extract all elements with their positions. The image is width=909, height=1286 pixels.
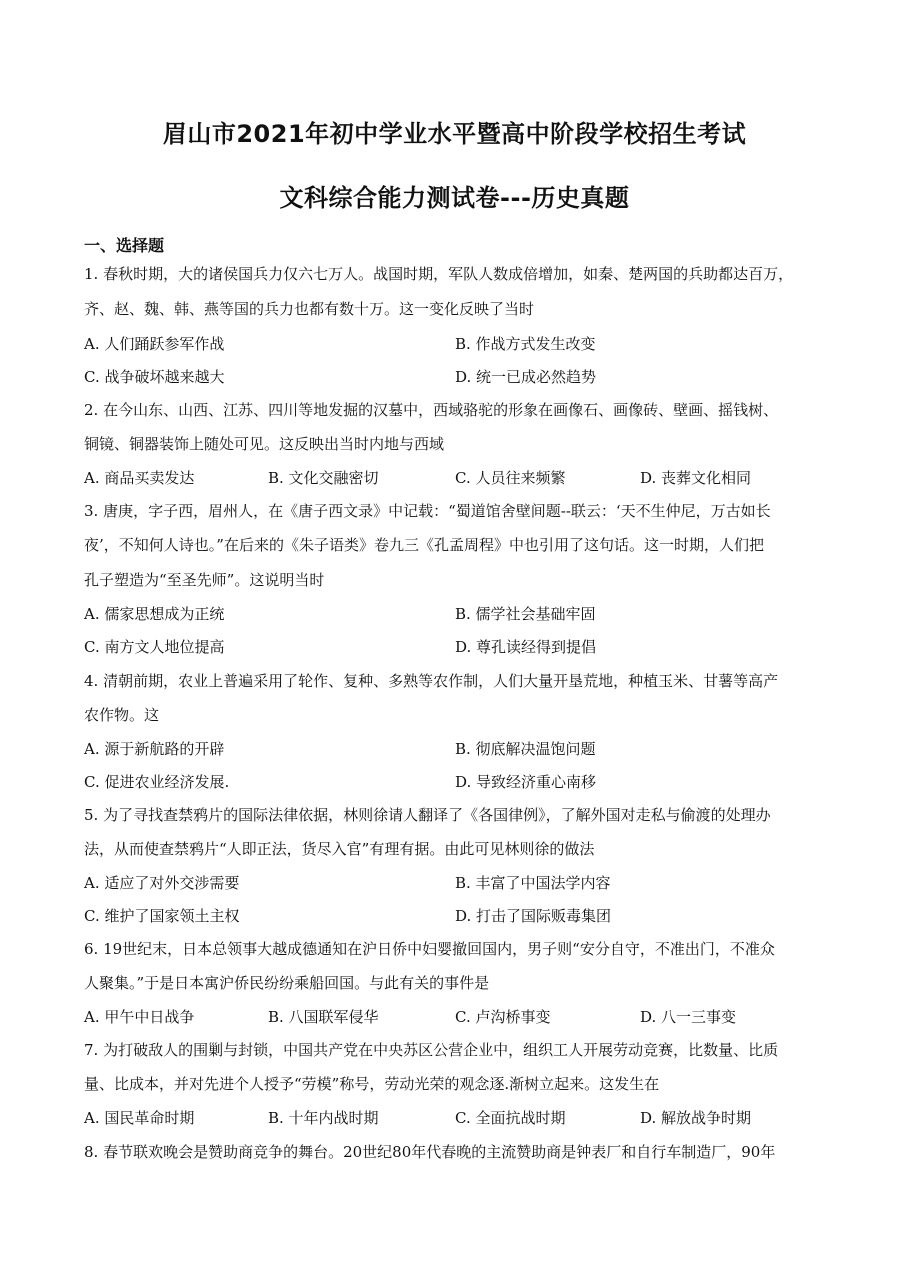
question-5-line-2: 法，从而使查禁鸦片“人即正法，货尽入官”有理有据。由此可见林则徐的做法 — [84, 840, 595, 858]
question-2-option-b: B. 文化交融密切 — [268, 469, 379, 487]
question-5-option-d: D. 打击了国际贩毒集团 — [455, 907, 612, 925]
question-7-line-1: 7. 为打破敌人的围剿与封锁，中国共产党在中央苏区公营企业中，组织工人开展劳动竞赛，比数量、比质 — [84, 1041, 779, 1059]
question-5-line-1: 5. 为了寻找查禁鸦片的国际法律依据，林则徐请人翻译了《各国律例》，了解外国对走私与偷渡的处理办 — [84, 806, 771, 824]
question-5-option-c: C. 维护了国家领土主权 — [84, 907, 240, 925]
question-1-option-c: C. 战争破坏越来越大 — [84, 368, 225, 386]
question-7-line-2: 量、比成本，并对先进个人授予“劳模”称号，劳动光荣的观念逐.渐树立起来。这发生在 — [84, 1075, 660, 1093]
question-8-line-1: 8. 春节联欢晚会是赞助商竞争的舞台。20世纪80年代春晚的主流赞助商是钟表厂和自行车制造厂，90年 — [84, 1143, 776, 1161]
question-3-line-2: 夜’，不知何人诗也。”在后来的《朱子语类》卷九三《孔孟周程》中也引用了这句话。这一时期，人们把 — [84, 536, 764, 554]
question-3-line-1: 3. 唐庚，字子西，眉州人，在《唐子西文录》中记载：“蜀道馆舍壁间题--联云：‘天不生仲尼，万古如长 — [84, 502, 771, 520]
question-1-line-2: 齐、赵、魏、韩、燕等国的兵力也都有数十万。这一变化反映了当时 — [84, 300, 535, 318]
question-6-option-d: D. 八一三事变 — [640, 1008, 737, 1026]
question-6-line-1: 6. 19世纪末，日本总领事大越成德通知在沪日侨中妇婴撤回国内，男子则“安分自守，不准出门，不准众 — [84, 940, 775, 958]
question-4-line-2: 农作物。这 — [84, 706, 160, 724]
question-7-option-a: A. 国民革命时期 — [84, 1109, 195, 1127]
question-2-line-2: 铜镜、铜器装饰上随处可见。这反映出当时内地与西域 — [84, 435, 445, 453]
question-3-option-d: D. 尊孔读经得到提倡 — [455, 638, 597, 656]
question-2-option-a: A. 商品买卖发达 — [84, 469, 195, 487]
question-1-option-b: B. 作战方式发生改变 — [455, 335, 596, 353]
question-6-option-a: A. 甲午中日战争 — [84, 1008, 195, 1026]
section-heading: 一、选择题 — [84, 236, 165, 255]
question-4-option-a: A. 源于新航路的开辟 — [84, 740, 225, 758]
question-3-option-c: C. 南方文人地位提高 — [84, 638, 225, 656]
question-7-option-d: D. 解放战争时期 — [640, 1109, 752, 1127]
exam-subtitle: 文科综合能力测试卷---历史真题 — [279, 184, 630, 212]
question-5-option-b: B. 丰富了中国法学内容 — [455, 874, 611, 892]
exam-title: 眉山市2021年初中学业水平暨高中阶段学校招生考试 — [162, 120, 747, 148]
question-1-option-a: A. 人们踊跃参军作战 — [84, 335, 225, 353]
question-7-option-c: C. 全面抗战时期 — [455, 1109, 566, 1127]
question-1-line-1: 1. 春秋时期，大的诸侯国兵力仅六七万人。战国时期，军队人数成倍增加，如秦、楚两国的兵助都达百万， — [84, 265, 794, 283]
question-1-option-d: D. 统一已成必然趋势 — [455, 368, 597, 386]
question-2-line-1: 2. 在今山东、山西、江苏、四川等地发掘的汉墓中，西域骆驼的形象在画像石、画像砖、壁画、摇钱树、 — [84, 401, 779, 419]
question-7-option-b: B. 十年内战时期 — [268, 1109, 379, 1127]
question-2-option-c: C. 人员往来频繁 — [455, 469, 566, 487]
question-3-option-b: B. 儒学社会基础牢固 — [455, 605, 596, 623]
question-3-line-3: 孔子塑造为“至圣先师”。这说明当时 — [84, 571, 325, 589]
question-6-option-b: B. 八国联军侵华 — [268, 1008, 379, 1026]
question-6-line-2: 人聚集。”于是日本寓沪侨民纷纷乘船回国。与此有关的事件是 — [84, 974, 490, 992]
question-3-option-a: A. 儒家思想成为正统 — [84, 605, 225, 623]
question-6-option-c: C. 卢沟桥事变 — [455, 1008, 551, 1026]
question-4-option-b: B. 彻底解决温饱问题 — [455, 740, 596, 758]
question-4-line-1: 4. 清朝前期，农业上普遍采用了轮作、复种、多熟等农作制，人们大量开垦荒地，种植玉米、甘薯等高产 — [84, 672, 779, 690]
question-4-option-c: C. 促进农业经济发展. — [84, 773, 230, 791]
question-5-option-a: A. 适应了对外交涉需要 — [84, 874, 240, 892]
question-4-option-d: D. 导致经济重心南移 — [455, 773, 597, 791]
question-2-option-d: D. 丧葬文化相同 — [640, 469, 752, 487]
